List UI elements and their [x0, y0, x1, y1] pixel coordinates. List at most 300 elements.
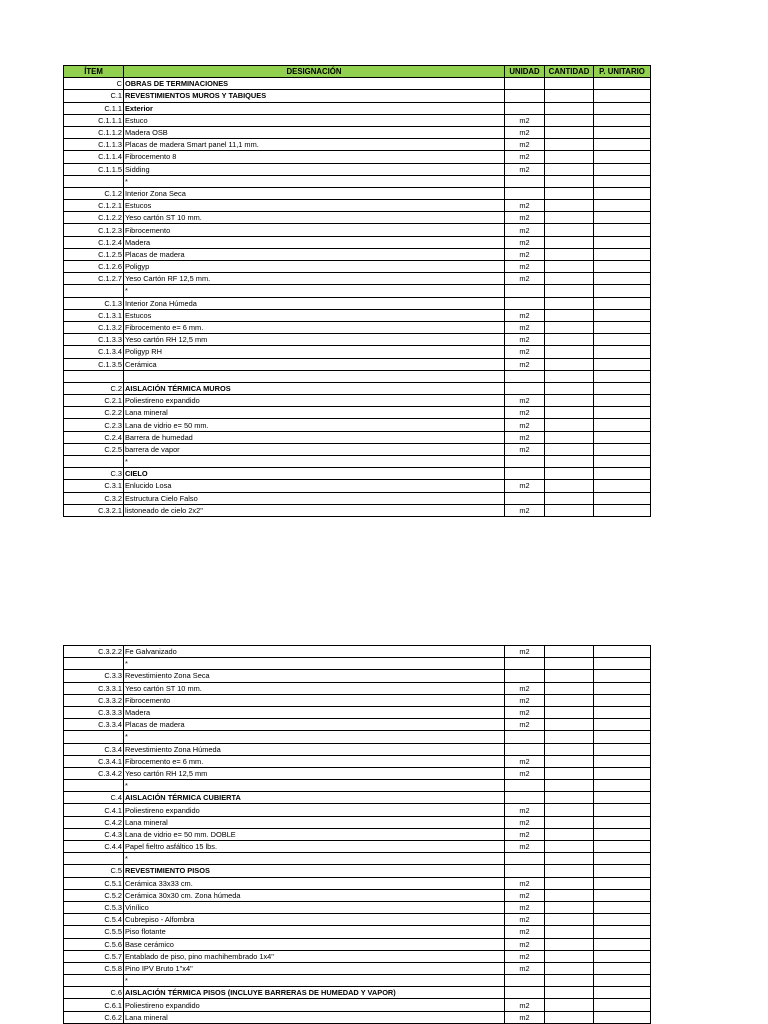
cantidad-cell	[545, 901, 594, 913]
cantidad-cell	[545, 694, 594, 706]
item-cell: C.4.1	[64, 804, 124, 816]
p-unitario-cell	[594, 719, 651, 731]
cantidad-cell	[545, 682, 594, 694]
p-unitario-cell	[594, 151, 651, 163]
designacion-cell: Estuco	[124, 114, 505, 126]
cantidad-cell	[545, 395, 594, 407]
p-unitario-cell	[594, 273, 651, 285]
item-cell: C.4.4	[64, 841, 124, 853]
designacion-cell: Placas de madera	[124, 719, 505, 731]
designacion-cell: Lana mineral	[124, 407, 505, 419]
table-row	[64, 334, 651, 346]
p-unitario-cell	[594, 395, 651, 407]
p-unitario-cell	[594, 126, 651, 138]
cantidad-cell	[545, 767, 594, 779]
cantidad-cell	[545, 987, 594, 999]
designacion-cell: Base cerámico	[124, 938, 505, 950]
p-unitario-cell	[594, 962, 651, 974]
cantidad-cell	[545, 297, 594, 309]
unidad-cell: m2	[505, 999, 545, 1011]
unidad-cell: m2	[505, 1011, 545, 1023]
item-cell: C.5.7	[64, 950, 124, 962]
item-cell: C.1.3.5	[64, 358, 124, 370]
table-row	[64, 261, 651, 273]
p-unitario-cell	[594, 889, 651, 901]
cantidad-cell	[545, 731, 594, 743]
p-unitario-cell	[594, 780, 651, 792]
item-cell: C.5.1	[64, 877, 124, 889]
item-cell	[64, 175, 124, 187]
unidad-cell	[505, 370, 545, 382]
table-row	[64, 962, 651, 974]
table-row	[64, 456, 651, 468]
p-unitario-cell	[594, 792, 651, 804]
item-cell: C.1.2.7	[64, 273, 124, 285]
designacion-cell: Placas de madera Smart panel 11,1 mm.	[124, 139, 505, 151]
unidad-cell: m2	[505, 767, 545, 779]
p-unitario-cell	[594, 358, 651, 370]
table-row	[64, 755, 651, 767]
item-cell: C.5.8	[64, 962, 124, 974]
cantidad-cell	[545, 419, 594, 431]
p-unitario-cell	[594, 370, 651, 382]
p-unitario-cell	[594, 841, 651, 853]
cantidad-cell	[545, 938, 594, 950]
table-row	[64, 853, 651, 865]
cantidad-cell	[545, 248, 594, 260]
table-row	[64, 841, 651, 853]
table-row	[64, 200, 651, 212]
designacion-cell: OBRAS DE TERMINACIONES	[124, 78, 505, 90]
cantidad-cell	[545, 346, 594, 358]
table-row	[64, 938, 651, 950]
item-cell: C.1.2.6	[64, 261, 124, 273]
unidad-cell: m2	[505, 114, 545, 126]
designacion-cell: *	[124, 175, 505, 187]
table-row	[64, 78, 651, 90]
item-cell: C.3.3.3	[64, 706, 124, 718]
designacion-cell: Pino IPV Bruto 1"x4"	[124, 962, 505, 974]
unidad-cell	[505, 468, 545, 480]
unidad-cell	[505, 780, 545, 792]
item-cell: C.1.2.1	[64, 200, 124, 212]
table-row	[64, 999, 651, 1011]
table-row	[64, 816, 651, 828]
cantidad-cell	[545, 480, 594, 492]
designacion-cell: barrera de vapor	[124, 443, 505, 455]
p-unitario-cell	[594, 694, 651, 706]
item-cell	[64, 370, 124, 382]
unidad-cell: m2	[505, 706, 545, 718]
unidad-cell	[505, 975, 545, 987]
p-unitario-cell	[594, 236, 651, 248]
table-row	[64, 865, 651, 877]
unidad-cell: m2	[505, 334, 545, 346]
item-cell: C.3	[64, 468, 124, 480]
table-row	[64, 877, 651, 889]
p-unitario-cell	[594, 321, 651, 333]
table-row	[64, 914, 651, 926]
item-cell: C.4	[64, 792, 124, 804]
p-unitario-cell	[594, 1011, 651, 1023]
cantidad-cell	[545, 780, 594, 792]
designacion-cell: Fibrocemento	[124, 224, 505, 236]
unidad-cell: m2	[505, 273, 545, 285]
item-cell: C.1.2.2	[64, 212, 124, 224]
header-row	[64, 66, 651, 78]
item-cell: C.1.2.4	[64, 236, 124, 248]
item-cell	[64, 731, 124, 743]
p-unitario-cell	[594, 646, 651, 658]
p-unitario-cell	[594, 187, 651, 199]
p-unitario-cell	[594, 767, 651, 779]
cantidad-cell	[545, 670, 594, 682]
unidad-cell: m2	[505, 407, 545, 419]
designacion-cell: *	[124, 731, 505, 743]
designacion-cell: Madera OSB	[124, 126, 505, 138]
unidad-cell	[505, 865, 545, 877]
unidad-cell	[505, 90, 545, 102]
unidad-cell	[505, 492, 545, 504]
p-unitario-cell	[594, 431, 651, 443]
cantidad-cell	[545, 443, 594, 455]
designacion-cell: REVESTIMIENTO PISOS	[124, 865, 505, 877]
cantidad-cell	[545, 261, 594, 273]
p-unitario-cell	[594, 456, 651, 468]
designacion-cell: Fibrocemento e= 6 mm.	[124, 755, 505, 767]
unidad-cell: m2	[505, 914, 545, 926]
cantidad-cell	[545, 163, 594, 175]
designacion-cell: Madera	[124, 236, 505, 248]
item-cell: C.2.5	[64, 443, 124, 455]
item-cell: C.1	[64, 90, 124, 102]
designacion-cell: Yeso cartón RH 12,5 mm	[124, 334, 505, 346]
cantidad-cell	[545, 175, 594, 187]
p-unitario-cell	[594, 334, 651, 346]
cantidad-cell	[545, 877, 594, 889]
p-unitario-cell	[594, 853, 651, 865]
p-unitario-cell	[594, 309, 651, 321]
designacion-cell: Poliestireno expandido	[124, 999, 505, 1011]
designacion-cell: AISLACIÓN TÉRMICA PISOS (INCLUYE BARRERAS DE HUMEDAD Y VAPOR)	[124, 987, 505, 999]
designacion-cell: REVESTIMIENTOS MUROS Y TABIQUES	[124, 90, 505, 102]
table-row	[64, 767, 651, 779]
p-unitario-cell	[594, 999, 651, 1011]
designacion-cell: Yeso cartón ST 10 mm.	[124, 212, 505, 224]
unidad-cell: m2	[505, 646, 545, 658]
table-row	[64, 285, 651, 297]
table-row	[64, 975, 651, 987]
table-row	[64, 731, 651, 743]
unidad-cell: m2	[505, 962, 545, 974]
table-row	[64, 492, 651, 504]
table-row	[64, 382, 651, 394]
unidad-cell: m2	[505, 431, 545, 443]
designacion-cell: Yeso cartón ST 10 mm.	[124, 682, 505, 694]
unidad-cell: m2	[505, 841, 545, 853]
unidad-cell	[505, 853, 545, 865]
unidad-cell: m2	[505, 950, 545, 962]
unidad-cell	[505, 285, 545, 297]
unidad-cell: m2	[505, 224, 545, 236]
unidad-cell	[505, 187, 545, 199]
cantidad-cell	[545, 755, 594, 767]
item-cell: C.3.1	[64, 480, 124, 492]
designacion-cell: Fibrocemento	[124, 694, 505, 706]
cantidad-cell	[545, 999, 594, 1011]
unidad-cell: m2	[505, 126, 545, 138]
table-row	[64, 419, 651, 431]
table-row	[64, 126, 651, 138]
item-cell: C.3.2	[64, 492, 124, 504]
designacion-cell: Lana de vidrio e= 50 mm. DOBLE	[124, 828, 505, 840]
designacion-cell: Poliestireno expandido	[124, 395, 505, 407]
table-row	[64, 987, 651, 999]
table-row	[64, 468, 651, 480]
cantidad-cell	[545, 407, 594, 419]
item-cell: C.1.1.4	[64, 151, 124, 163]
budget-table-page-1	[63, 65, 651, 517]
item-cell: C.6	[64, 987, 124, 999]
cantidad-cell	[545, 78, 594, 90]
table-row	[64, 151, 651, 163]
designacion-cell: *	[124, 658, 505, 670]
unidad-cell	[505, 670, 545, 682]
cantidad-cell	[545, 792, 594, 804]
unidad-cell	[505, 175, 545, 187]
header-item: ÍTEM	[64, 66, 124, 78]
cantidad-cell	[545, 370, 594, 382]
unidad-cell	[505, 102, 545, 114]
cantidad-cell	[545, 273, 594, 285]
item-cell: C.1.2	[64, 187, 124, 199]
item-cell	[64, 780, 124, 792]
table-row	[64, 212, 651, 224]
unidad-cell: m2	[505, 139, 545, 151]
unidad-cell	[505, 743, 545, 755]
designacion-cell: Sidding	[124, 163, 505, 175]
designacion-cell: Exterior	[124, 102, 505, 114]
designacion-cell: Yeso cartón RH 12,5 mm	[124, 767, 505, 779]
table-row	[64, 175, 651, 187]
unidad-cell: m2	[505, 163, 545, 175]
item-cell	[64, 285, 124, 297]
table-row	[64, 370, 651, 382]
table-row	[64, 670, 651, 682]
cantidad-cell	[545, 816, 594, 828]
cantidad-cell	[545, 114, 594, 126]
item-cell: C.1.2.5	[64, 248, 124, 260]
table-row	[64, 889, 651, 901]
designacion-cell: *	[124, 975, 505, 987]
table-row	[64, 346, 651, 358]
table-row	[64, 1011, 651, 1023]
cantidad-cell	[545, 492, 594, 504]
item-cell: C.1.3.1	[64, 309, 124, 321]
table-row	[64, 443, 651, 455]
designacion-cell: Yeso Cartón RF 12,5 mm.	[124, 273, 505, 285]
cantidad-cell	[545, 743, 594, 755]
header-unidad: UNIDAD	[505, 66, 545, 78]
cantidad-cell	[545, 962, 594, 974]
p-unitario-cell	[594, 865, 651, 877]
p-unitario-cell	[594, 224, 651, 236]
designacion-cell: Lana mineral	[124, 1011, 505, 1023]
cantidad-cell	[545, 187, 594, 199]
unidad-cell	[505, 297, 545, 309]
p-unitario-cell	[594, 200, 651, 212]
cantidad-cell	[545, 828, 594, 840]
table-row	[64, 139, 651, 151]
table-row	[64, 950, 651, 962]
cantidad-cell	[545, 914, 594, 926]
unidad-cell: m2	[505, 755, 545, 767]
table-row	[64, 792, 651, 804]
p-unitario-cell	[594, 877, 651, 889]
p-unitario-cell	[594, 901, 651, 913]
unidad-cell: m2	[505, 926, 545, 938]
designacion-cell: Interior Zona Húmeda	[124, 297, 505, 309]
item-cell: C.3.3.4	[64, 719, 124, 731]
unidad-cell: m2	[505, 346, 545, 358]
p-unitario-cell	[594, 706, 651, 718]
item-cell: C.1.3.4	[64, 346, 124, 358]
unidad-cell: m2	[505, 212, 545, 224]
p-unitario-cell	[594, 163, 651, 175]
table-body	[64, 78, 651, 517]
table-row	[64, 407, 651, 419]
designacion-cell: AISLACIÓN TÉRMICA MUROS	[124, 382, 505, 394]
cantidad-cell	[545, 926, 594, 938]
item-cell	[64, 456, 124, 468]
p-unitario-cell	[594, 658, 651, 670]
table-row	[64, 224, 651, 236]
unidad-cell: m2	[505, 889, 545, 901]
p-unitario-cell	[594, 755, 651, 767]
table-row	[64, 321, 651, 333]
cantidad-cell	[545, 358, 594, 370]
unidad-cell: m2	[505, 443, 545, 455]
table-body	[64, 646, 651, 1024]
item-cell	[64, 975, 124, 987]
unidad-cell: m2	[505, 719, 545, 731]
p-unitario-cell	[594, 212, 651, 224]
item-cell: C.5.6	[64, 938, 124, 950]
p-unitario-cell	[594, 407, 651, 419]
table-row	[64, 90, 651, 102]
table-row	[64, 297, 651, 309]
unidad-cell: m2	[505, 261, 545, 273]
unidad-cell: m2	[505, 309, 545, 321]
p-unitario-cell	[594, 297, 651, 309]
p-unitario-cell	[594, 743, 651, 755]
table-row	[64, 504, 651, 516]
unidad-cell: m2	[505, 938, 545, 950]
item-cell: C.1.2.3	[64, 224, 124, 236]
item-cell: C.3.3.1	[64, 682, 124, 694]
designacion-cell: Cerámica 33x33 cm.	[124, 877, 505, 889]
cantidad-cell	[545, 212, 594, 224]
unidad-cell: m2	[505, 321, 545, 333]
unidad-cell: m2	[505, 236, 545, 248]
p-unitario-cell	[594, 914, 651, 926]
designacion-cell: *	[124, 780, 505, 792]
unidad-cell: m2	[505, 828, 545, 840]
cantidad-cell	[545, 706, 594, 718]
p-unitario-cell	[594, 175, 651, 187]
unidad-cell: m2	[505, 480, 545, 492]
unidad-cell: m2	[505, 816, 545, 828]
p-unitario-cell	[594, 987, 651, 999]
cantidad-cell	[545, 321, 594, 333]
table-row	[64, 309, 651, 321]
designacion-cell: CIELO	[124, 468, 505, 480]
designacion-cell: Cerámica 30x30 cm. Zona húmeda	[124, 889, 505, 901]
cantidad-cell	[545, 468, 594, 480]
item-cell: C.3.2.2	[64, 646, 124, 658]
item-cell: C.1.1.1	[64, 114, 124, 126]
cantidad-cell	[545, 841, 594, 853]
designacion-cell: Lana de vidrio e= 50 mm.	[124, 419, 505, 431]
unidad-cell: m2	[505, 151, 545, 163]
cantidad-cell	[545, 224, 594, 236]
cantidad-cell	[545, 102, 594, 114]
p-unitario-cell	[594, 102, 651, 114]
item-cell: C.6.1	[64, 999, 124, 1011]
designacion-cell: Fibrocemento e= 6 mm.	[124, 321, 505, 333]
designacion-cell: Vinílico	[124, 901, 505, 913]
p-unitario-cell	[594, 950, 651, 962]
cantidad-cell	[545, 504, 594, 516]
table-row	[64, 743, 651, 755]
designacion-cell: Poliestireno expandido	[124, 804, 505, 816]
p-unitario-cell	[594, 804, 651, 816]
item-cell: C.4.3	[64, 828, 124, 840]
item-cell	[64, 853, 124, 865]
table-row	[64, 828, 651, 840]
unidad-cell	[505, 731, 545, 743]
p-unitario-cell	[594, 504, 651, 516]
table-row	[64, 682, 651, 694]
p-unitario-cell	[594, 139, 651, 151]
designacion-cell: Estructura Cielo Falso	[124, 492, 505, 504]
designacion-cell: Piso flotante	[124, 926, 505, 938]
unidad-cell: m2	[505, 877, 545, 889]
cantidad-cell	[545, 889, 594, 901]
unidad-cell	[505, 987, 545, 999]
item-cell: C.3.3	[64, 670, 124, 682]
table-row	[64, 658, 651, 670]
designacion-cell: Estucos	[124, 200, 505, 212]
p-unitario-cell	[594, 938, 651, 950]
item-cell: C.3.3.2	[64, 694, 124, 706]
p-unitario-cell	[594, 926, 651, 938]
table-row	[64, 926, 651, 938]
item-cell: C.6.2	[64, 1011, 124, 1023]
item-cell: C	[64, 78, 124, 90]
p-unitario-cell	[594, 480, 651, 492]
cantidad-cell	[545, 285, 594, 297]
cantidad-cell	[545, 236, 594, 248]
p-unitario-cell	[594, 248, 651, 260]
designacion-cell: AISLACIÓN TÉRMICA CUBIERTA	[124, 792, 505, 804]
unidad-cell: m2	[505, 200, 545, 212]
designacion-cell: Lana mineral	[124, 816, 505, 828]
p-unitario-cell	[594, 114, 651, 126]
table-row	[64, 163, 651, 175]
table-row	[64, 431, 651, 443]
item-cell: C.1.1.2	[64, 126, 124, 138]
